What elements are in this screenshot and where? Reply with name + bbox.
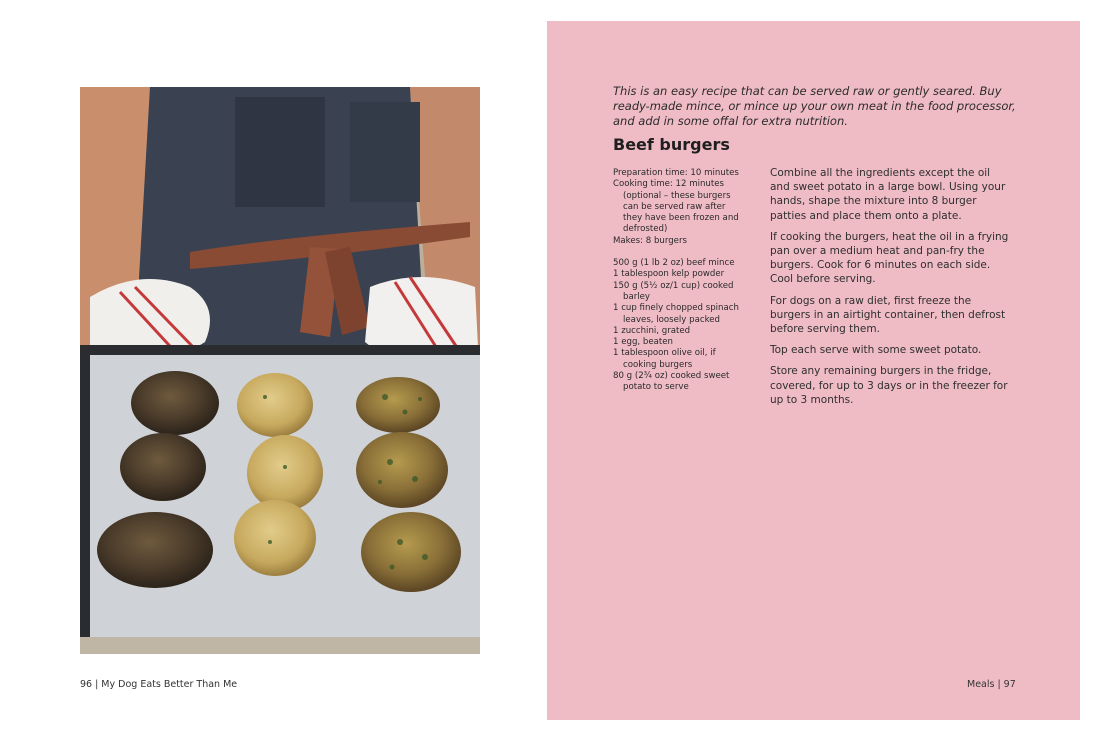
- ingredient-item: 1 tablespoon kelp powder: [613, 269, 725, 280]
- method-step: For dogs on a raw diet, first freeze the burgers in an airtight container, then defrost before serving them.: [770, 294, 1006, 336]
- ingredient-item: 500 g (1 lb 2 oz) beef mince: [613, 258, 735, 269]
- ingredient-continuation: cooking burgers: [623, 359, 693, 370]
- prep-time: Preparation time: 10 minutes: [613, 168, 739, 178]
- ingredient-item: 1 egg, beaten: [613, 337, 673, 348]
- section-name: Meals: [967, 679, 995, 690]
- ingredient-continuation: leaves, loosely packed: [623, 314, 720, 325]
- cook-note-line: can be served raw after: [623, 201, 726, 212]
- method-step: If cooking the burgers, heat the oil in a frying pan over a medium heat and pan-fry the burgers. Cook for 6 minutes on each side. Cool before serving.: [770, 230, 1009, 286]
- ingredient-item: 1 cup finely chopped spinach: [613, 303, 739, 314]
- ingredient-continuation: barley: [623, 291, 651, 302]
- method-step: Store any remaining burgers in the fridge, covered, for up to 3 days or in the freezer for up to 3 months.: [770, 365, 1008, 406]
- ingredient-item: 150 g (5½ oz/1 cup) cooked: [613, 280, 734, 291]
- cook-note-line: (optional – these burgers: [623, 190, 731, 201]
- method-steps: [770, 166, 1010, 414]
- page-footer-right: Meals | 97: [967, 679, 1016, 690]
- recipe-meta: [613, 168, 753, 394]
- ingredient-item: 1 zucchini, grated: [613, 325, 691, 336]
- ingredient-list: [613, 258, 753, 394]
- recipe-title: Beef burgers: [613, 135, 730, 154]
- page-number: 96: [80, 679, 93, 690]
- left-page: [0, 0, 546, 736]
- ingredient-item: 80 g (2¾ oz) cooked sweet: [613, 371, 730, 382]
- patty: [97, 371, 461, 592]
- method-step: Combine all the ingredients except the oil and sweet potato in a large bowl. Using your hands, shape the mixture into 8 burger patties and place them onto a plate.: [770, 167, 1006, 222]
- method-step: Top each serve with some sweet potato.: [770, 344, 982, 357]
- recipe-intro: This is an easy recipe that can be served raw or gently seared. Buy ready-made mince, or mince up your own meat in the food processor, and add in some offal for extra nutrition.: [613, 84, 1016, 128]
- cook-note-line: defrosted): [623, 224, 668, 235]
- right-page: [547, 21, 1080, 720]
- cook-time: Cooking time: 12 minutes: [613, 179, 725, 190]
- page-footer-left: 96 | My Dog Eats Better Than Me: [80, 679, 238, 690]
- ingredient-item: 1 tablespoon olive oil, if: [613, 348, 716, 359]
- cook-note-line: they have been frozen and: [623, 213, 739, 224]
- burgers-photo: [80, 87, 480, 654]
- ingredient-continuation: potato to serve: [623, 382, 689, 393]
- page-number: 97: [1003, 679, 1016, 690]
- makes: Makes: 8 burgers: [613, 235, 687, 246]
- book-title: My Dog Eats Better Than Me: [101, 679, 238, 690]
- burgers-photo-illustration: [80, 87, 480, 654]
